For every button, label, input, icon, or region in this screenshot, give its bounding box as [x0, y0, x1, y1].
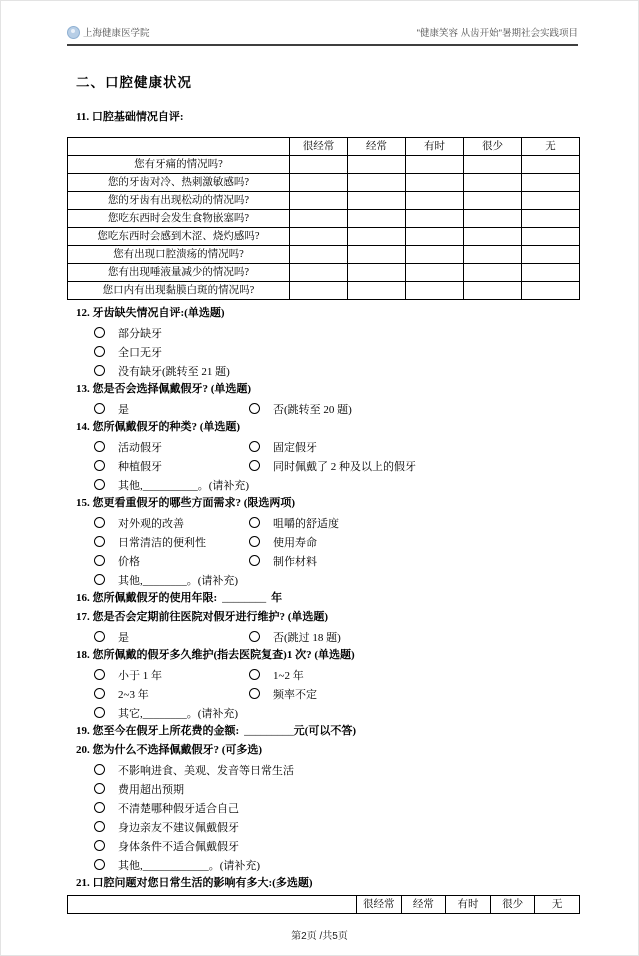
option [94, 686, 249, 702]
answer-cell[interactable] [522, 192, 580, 210]
option-label: 活动假牙 [118, 441, 162, 454]
option [94, 363, 230, 379]
option-row [94, 513, 577, 532]
q21-table [67, 895, 580, 914]
option [94, 344, 162, 360]
option-label: 使用寿命 [273, 536, 317, 549]
table-row [68, 156, 580, 174]
table-row [68, 174, 580, 192]
answer-cell[interactable] [464, 192, 522, 210]
option-row [94, 570, 577, 589]
option [94, 515, 249, 531]
radio-icon[interactable] [94, 346, 105, 357]
q17-label: 17. 您是否会定期前往医院对假牙进行维护? (单选题) [76, 611, 329, 623]
option-label: 不影响进食、美观、发音等日常生活 [118, 764, 294, 777]
option-row [94, 627, 577, 646]
option-label: 种植假牙 [118, 460, 162, 473]
option-label: 否(跳过 18 题) [273, 631, 341, 644]
answer-cell[interactable] [290, 282, 348, 300]
option-row [94, 342, 577, 361]
option-row [94, 703, 577, 722]
column-header: 很少 [490, 896, 535, 914]
answer-cell[interactable] [348, 174, 406, 192]
q11-label: 11. 口腔基础情况自评: [76, 111, 184, 123]
answer-cell[interactable] [522, 210, 580, 228]
table-row [68, 264, 580, 282]
option-label: 否(跳转至 20 题) [273, 403, 352, 416]
radio-icon[interactable] [94, 859, 105, 870]
answer-cell[interactable] [406, 264, 464, 282]
q15-options [94, 513, 577, 589]
option [94, 781, 184, 797]
option-label: 同时佩戴了 2 种及以上的假牙 [273, 460, 416, 473]
radio-icon[interactable] [94, 479, 105, 490]
radio-icon[interactable] [94, 555, 105, 566]
q17-options [94, 627, 577, 646]
option [249, 553, 317, 569]
option [94, 401, 249, 417]
q21-header-row [68, 896, 580, 914]
answer-cell[interactable] [348, 228, 406, 246]
school-name: 上海健康医学院 [83, 28, 150, 39]
answer-cell[interactable] [464, 156, 522, 174]
radio-icon[interactable] [94, 840, 105, 851]
table-row [68, 282, 580, 300]
option-label: 其他,__________。(请补充) [118, 479, 250, 492]
option [94, 458, 249, 474]
answer-cell[interactable] [406, 156, 464, 174]
option-row [94, 760, 577, 779]
radio-icon[interactable] [94, 365, 105, 376]
q15-label: 15. 您更看重假牙的哪些方面需求? (限选两项) [76, 497, 296, 509]
answer-cell[interactable] [406, 246, 464, 264]
option-label: 2~3 年 [118, 688, 149, 701]
answer-cell[interactable] [522, 246, 580, 264]
radio-icon[interactable] [94, 688, 105, 699]
option [249, 686, 317, 702]
option-row [94, 475, 577, 494]
answer-cell[interactable] [348, 282, 406, 300]
header-empty-cell [68, 896, 357, 914]
radio-icon[interactable] [94, 327, 105, 338]
answer-cell[interactable] [464, 282, 522, 300]
q16-label [76, 589, 577, 608]
answer-cell[interactable] [348, 156, 406, 174]
q16-text: 16. 您所佩戴假牙的使用年限: [76, 592, 218, 604]
column-header: 无 [535, 896, 580, 914]
q12-label: 12. 牙齿缺失情况自评:(单选题) [76, 307, 225, 319]
answer-cell[interactable] [522, 228, 580, 246]
option [249, 667, 304, 683]
q19-suffix: 元(可以不答) [293, 725, 356, 737]
option-row [94, 798, 577, 817]
option-row [94, 323, 577, 342]
answer-cell[interactable] [406, 192, 464, 210]
section-title: 二、口腔健康状况 [76, 75, 192, 90]
q16-suffix: 年 [271, 592, 283, 604]
option [94, 572, 238, 588]
radio-icon[interactable] [249, 517, 260, 528]
radio-icon[interactable] [94, 707, 105, 718]
option-label: 身体条件不适合佩戴假牙 [118, 840, 239, 853]
option-label: 身边亲友不建议佩戴假牙 [118, 821, 239, 834]
radio-icon[interactable] [94, 669, 105, 680]
q20-label: 20. 您为什么不选择佩戴假牙? (可多选) [76, 744, 263, 756]
option-label: 小于 1 年 [118, 669, 162, 682]
option-label: 不清楚哪种假牙适合自己 [118, 802, 239, 815]
q19-label [76, 722, 577, 741]
option-row [94, 551, 577, 570]
option-label: 固定假牙 [273, 441, 317, 454]
option [94, 477, 249, 493]
option-label: 其他,________。(请补充) [118, 574, 239, 587]
page-header [67, 25, 578, 46]
answer-cell[interactable] [348, 192, 406, 210]
option [94, 762, 294, 778]
option [249, 458, 416, 474]
q14-options [94, 437, 577, 494]
q20-options [94, 760, 577, 874]
radio-icon[interactable] [94, 441, 105, 452]
answer-cell[interactable] [290, 264, 348, 282]
option-row [94, 836, 577, 855]
header-empty-cell [68, 138, 290, 156]
radio-icon[interactable] [249, 536, 260, 547]
answer-cell[interactable] [522, 156, 580, 174]
option [94, 534, 249, 550]
column-header: 很经常 [357, 896, 402, 914]
fill-in-blank[interactable]: ________ [222, 592, 267, 604]
option-row [94, 456, 577, 475]
option [94, 629, 249, 645]
q21-label: 21. 口腔问题对您日常生活的影响有多大:(多选题) [76, 877, 313, 889]
table-row [68, 246, 580, 264]
answer-cell[interactable] [522, 282, 580, 300]
answer-cell[interactable] [522, 264, 580, 282]
radio-icon[interactable] [94, 821, 105, 832]
option [94, 553, 249, 569]
radio-icon[interactable] [249, 669, 260, 680]
option [249, 401, 352, 417]
radio-icon[interactable] [94, 802, 105, 813]
option-label: 对外观的改善 [118, 517, 184, 530]
option [249, 439, 317, 455]
option [94, 819, 239, 835]
option-label: 价格 [118, 555, 140, 568]
answer-cell[interactable] [406, 174, 464, 192]
option [94, 705, 238, 721]
answer-cell[interactable] [348, 210, 406, 228]
column-header: 有时 [446, 896, 491, 914]
option-row [94, 779, 577, 798]
option-row [94, 665, 577, 684]
option-row [94, 684, 577, 703]
radio-icon[interactable] [249, 631, 260, 642]
form-content [67, 63, 577, 914]
school-brand [67, 25, 150, 39]
option [249, 534, 317, 550]
q13-options [94, 399, 577, 418]
option-label: 是 [118, 403, 129, 416]
radio-icon[interactable] [94, 517, 105, 528]
radio-icon[interactable] [249, 688, 260, 699]
answer-cell[interactable] [406, 210, 464, 228]
option-label: 1~2 年 [273, 669, 304, 682]
option [94, 838, 239, 854]
fill-in-blank[interactable]: _________ [244, 725, 294, 737]
answer-cell[interactable] [290, 210, 348, 228]
column-header: 很少 [464, 138, 522, 156]
option-row [94, 855, 577, 874]
radio-icon[interactable] [94, 536, 105, 547]
radio-icon[interactable] [94, 764, 105, 775]
q19-text: 19. 您至今在假牙上所花费的金额: [76, 725, 240, 737]
radio-icon[interactable] [249, 403, 260, 414]
answer-cell[interactable] [406, 282, 464, 300]
radio-icon[interactable] [94, 783, 105, 794]
row-question: 您的牙齿对冷、热刺激敏感吗? [68, 174, 290, 192]
table-row [68, 192, 580, 210]
option-row [94, 361, 577, 380]
project-title: "健康笑容 从齿开始"暑期社会实践项目 [416, 28, 578, 39]
q12-options [94, 323, 577, 380]
answer-cell[interactable] [348, 246, 406, 264]
option-label: 费用超出预期 [118, 783, 184, 796]
option-label: 其他,____________。(请补充) [118, 859, 261, 872]
option [249, 629, 341, 645]
q18-label: 18. 您所佩戴的假牙多久维护(指去医院复查)1 次? (单选题) [76, 649, 355, 661]
radio-icon[interactable] [94, 460, 105, 471]
row-question: 您有出现唾液量减少的情况吗? [68, 264, 290, 282]
radio-icon[interactable] [249, 555, 260, 566]
option-label: 部分缺牙 [118, 327, 162, 340]
q11-table [67, 137, 580, 300]
option-label: 制作材料 [273, 555, 317, 568]
row-question: 您口内有出现黏膜白斑的情况吗? [68, 282, 290, 300]
option-label: 是 [118, 631, 129, 644]
answer-cell[interactable] [464, 174, 522, 192]
radio-icon[interactable] [249, 441, 260, 452]
radio-icon[interactable] [94, 403, 105, 414]
answer-cell[interactable] [522, 174, 580, 192]
option [94, 325, 162, 341]
option [94, 800, 239, 816]
answer-cell[interactable] [464, 264, 522, 282]
column-header: 经常 [348, 138, 406, 156]
row-question: 您吃东西时会感到木涩、烧灼感吗? [68, 228, 290, 246]
answer-cell[interactable] [290, 228, 348, 246]
q14-label: 14. 您所佩戴假牙的种类? (单选题) [76, 421, 241, 433]
column-header: 很经常 [290, 138, 348, 156]
column-header: 经常 [401, 896, 446, 914]
answer-cell[interactable] [348, 264, 406, 282]
answer-cell[interactable] [290, 192, 348, 210]
option-label: 其它,________。(请补充) [118, 707, 239, 720]
option-row [94, 532, 577, 551]
column-header: 无 [522, 138, 580, 156]
row-question: 您的牙齿有出现松动的情况吗? [68, 192, 290, 210]
column-header: 有时 [406, 138, 464, 156]
answer-cell[interactable] [406, 228, 464, 246]
option-label: 咀嚼的舒适度 [273, 517, 339, 530]
q13-label: 13. 您是否会选择佩戴假牙? (单选题) [76, 383, 252, 395]
answer-cell[interactable] [290, 174, 348, 192]
row-question: 您吃东西时会发生食物嵌塞吗? [68, 210, 290, 228]
q11-header-row [68, 138, 580, 156]
option-row [94, 399, 577, 418]
page-number: 第2页 /共5页 [291, 931, 348, 942]
option [94, 439, 249, 455]
option [94, 667, 249, 683]
answer-cell[interactable] [464, 228, 522, 246]
radio-icon[interactable] [94, 574, 105, 585]
row-question: 您有牙痛的情况吗? [68, 156, 290, 174]
answer-cell[interactable] [464, 246, 522, 264]
answer-cell[interactable] [290, 156, 348, 174]
option-label: 频率不定 [273, 688, 317, 701]
option [94, 857, 260, 873]
radio-icon[interactable] [94, 631, 105, 642]
radio-icon[interactable] [249, 460, 260, 471]
q18-options [94, 665, 577, 722]
option-label: 全口无牙 [118, 346, 162, 359]
table-row [68, 210, 580, 228]
row-question: 您有出现口腔溃疡的情况吗? [68, 246, 290, 264]
school-logo-icon [67, 26, 80, 39]
option-row [94, 437, 577, 456]
option-row [94, 817, 577, 836]
option [249, 515, 339, 531]
option-label: 日常清洁的便利性 [118, 536, 206, 549]
table-row [68, 228, 580, 246]
answer-cell[interactable] [290, 246, 348, 264]
answer-cell[interactable] [464, 210, 522, 228]
option-label: 没有缺牙(跳转至 21 题) [118, 365, 230, 378]
